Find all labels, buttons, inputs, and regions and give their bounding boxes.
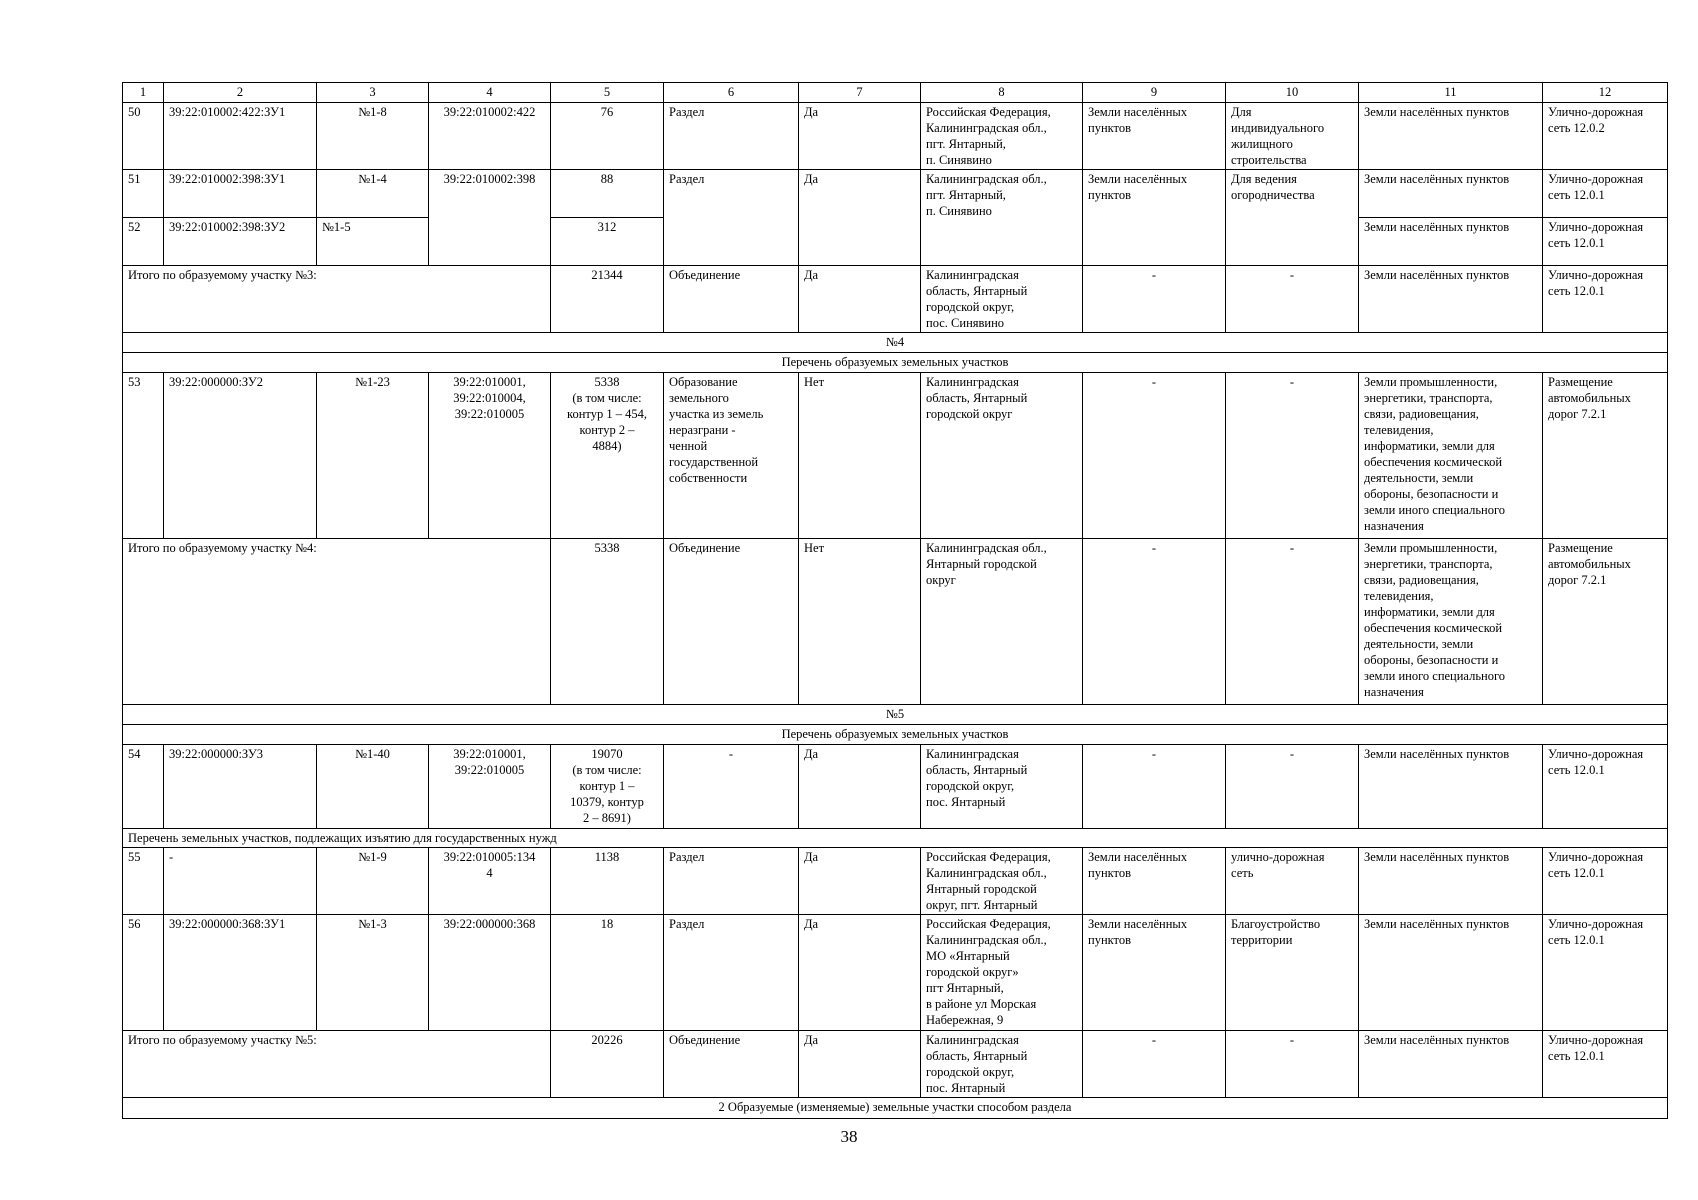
area: 76 [551,103,664,170]
page-number: 38 [840,1127,858,1146]
source-plot: 39:22:010001, 39:22:010004, 39:22:010005 [429,373,551,539]
land-plots-table [122,82,1668,1119]
address: Калининградская область, Янтарный городской округ, пос. Янтарный [921,745,1083,829]
flag: Нет [799,539,921,705]
land-category: - [1083,745,1226,829]
col-header-6: 6 [664,83,799,103]
permitted-use: - [1226,539,1359,705]
source-plot: 39:22:010002:422 [429,103,551,170]
point-range: №1-4 [317,170,429,218]
new-permitted-use: Размещение автомобильных дорог 7.2.1 [1543,373,1668,539]
col-header-4: 4 [429,83,551,103]
new-land-category: Земли населённых пунктов [1359,915,1543,1031]
land-category: Земли населённых пунктов [1083,848,1226,915]
new-land-category: Земли населённых пунктов [1359,218,1543,266]
total-row [123,1031,1668,1098]
point-range: №1-40 [317,745,429,829]
total-row [123,266,1668,333]
source-plot: 39:22:010002:398 [429,170,551,266]
source-plot: 39:22:010005:134 4 [429,848,551,915]
table-row [123,170,1668,218]
section-heading-5: №5 [123,705,1668,725]
source-plot: 39:22:010001, 39:22:010005 [429,745,551,829]
new-permitted-use: Улично-дорожная сеть 12.0.1 [1543,745,1668,829]
table-row [123,745,1668,829]
row-number: 53 [123,373,164,539]
row-number: 50 [123,103,164,170]
total-label: Итого по образуемому участку №3: [123,266,551,333]
area: 20226 [551,1031,664,1098]
formation-method: Раздел [664,848,799,915]
cadastral-number: 39:22:010002:422:ЗУ1 [164,103,317,170]
cadastral-number: 39:22:000000:ЗУ3 [164,745,317,829]
col-header-5: 5 [551,83,664,103]
table-row [123,915,1668,1031]
address: Калининградская область, Янтарный городской округ [921,373,1083,539]
list-title: Перечень образуемых земельных участков [123,353,1668,373]
new-land-category: Земли населённых пунктов [1359,266,1543,333]
address: Калининградская область, Янтарный городской округ, пос. Янтарный [921,1031,1083,1098]
flag: Да [799,266,921,333]
col-header-2: 2 [164,83,317,103]
new-permitted-use: Улично-дорожная сеть 12.0.1 [1543,170,1668,218]
cadastral-number: 39:22:000000:ЗУ2 [164,373,317,539]
address: Калининградская область, Янтарный городской округ, пос. Синявино [921,266,1083,333]
col-header-3: 3 [317,83,429,103]
permitted-use: - [1226,373,1359,539]
list-title: Перечень образуемых земельных участков [123,725,1668,745]
address: Российская Федерация, Калининградская обл., Янтарный городской округ, пгт. Янтарный [921,848,1083,915]
flag: Да [799,103,921,170]
point-range: №1-3 [317,915,429,1031]
col-header-1: 1 [123,83,164,103]
formation-method: Образование земельного участка из земель неразграни - ченной государственной собственности [664,373,799,539]
total-label: Итого по образуемому участку №5: [123,1031,551,1098]
new-permitted-use: Улично-дорожная сеть 12.0.1 [1543,218,1668,266]
land-category: - [1083,539,1226,705]
permitted-use: - [1226,1031,1359,1098]
flag: Нет [799,373,921,539]
area: 18 [551,915,664,1031]
new-land-category: Земли промышленности, энергетики, транспорта, связи, радиовещания, телевидения, информатики, земли для обеспечения космической деятельности, земли обороны, безопасности и земли иного специального назначения [1359,539,1543,705]
new-permitted-use: Улично-дорожная сеть 12.0.1 [1543,266,1668,333]
area: 21344 [551,266,664,333]
col-header-9: 9 [1083,83,1226,103]
cadastral-number: 39:22:000000:368:ЗУ1 [164,915,317,1031]
new-permitted-use: Улично-дорожная сеть 12.0.1 [1543,848,1668,915]
land-category: - [1083,1031,1226,1098]
point-range: №1-5 [317,218,429,266]
land-category: Земли населённых пунктов [1083,915,1226,1031]
source-plot: 39:22:000000:368 [429,915,551,1031]
new-permitted-use: Улично-дорожная сеть 12.0.1 [1543,1031,1668,1098]
permitted-use: Для индивидуального жилищного строительства [1226,103,1359,170]
flag: Да [799,848,921,915]
table-row [123,103,1668,170]
permitted-use: Для ведения огородничества [1226,170,1359,266]
area: 5338 (в том числе: контур 1 – 454, контур 2 – 4884) [551,373,664,539]
area: 19070 (в том числе: контур 1 – 10379, контур 2 – 8691) [551,745,664,829]
column-number-row [123,83,1668,103]
flag: Да [799,1031,921,1098]
permitted-use: - [1226,745,1359,829]
section-heading-4: №4 [123,333,1668,353]
new-land-category: Земли населённых пунктов [1359,103,1543,170]
flag: Да [799,745,921,829]
address: Калининградская обл., пгт. Янтарный, п. Синявино [921,170,1083,266]
area: 1138 [551,848,664,915]
new-land-category: Земли промышленности, энергетики, транспорта, связи, радиовещания, телевидения, информатики, земли для обеспечения космической деятельности, земли обороны, безопасности и земли иного специального назначения [1359,373,1543,539]
land-category: - [1083,373,1226,539]
row-number: 56 [123,915,164,1031]
permitted-use: Благоустройство территории [1226,915,1359,1031]
area: 312 [551,218,664,266]
cadastral-number: 39:22:010002:398:ЗУ2 [164,218,317,266]
new-land-category: Земли населённых пунктов [1359,170,1543,218]
point-range: №1-8 [317,103,429,170]
col-header-7: 7 [799,83,921,103]
new-permitted-use: Размещение автомобильных дорог 7.2.1 [1543,539,1668,705]
formation-method: Объединение [664,1031,799,1098]
row-number: 52 [123,218,164,266]
new-land-category: Земли населённых пунктов [1359,848,1543,915]
land-category: Земли населённых пунктов [1083,170,1226,266]
total-label: Итого по образуемому участку №4: [123,539,551,705]
area: 5338 [551,539,664,705]
address: Российская Федерация, Калининградская обл., МО «Янтарный городской округ» пгт Янтарный, в районе ул Морская Набережная, 9 [921,915,1083,1031]
land-category: Земли населённых пунктов [1083,103,1226,170]
seizure-list-note: Перечень земельных участков, подлежащих изъятию для государственных нужд [123,829,1668,848]
cadastral-number: - [164,848,317,915]
flag: Да [799,915,921,1031]
formation-method: Раздел [664,915,799,1031]
row-number: 54 [123,745,164,829]
formation-method: Объединение [664,266,799,333]
new-land-category: Земли населённых пунктов [1359,745,1543,829]
col-header-8: 8 [921,83,1083,103]
table-row [123,848,1668,915]
new-land-category: Земли населённых пунктов [1359,1031,1543,1098]
row-number: 51 [123,170,164,218]
new-permitted-use: Улично-дорожная сеть 12.0.1 [1543,915,1668,1031]
col-header-10: 10 [1226,83,1359,103]
permitted-use: улично-дорожная сеть [1226,848,1359,915]
permitted-use: - [1226,266,1359,333]
section-heading-split: 2 Образуемые (изменяемые) земельные участки способом раздела [123,1098,1668,1119]
land-category: - [1083,266,1226,333]
area: 88 [551,170,664,218]
point-range: №1-23 [317,373,429,539]
point-range: №1-9 [317,848,429,915]
col-header-11: 11 [1359,83,1543,103]
new-permitted-use: Улично-дорожная сеть 12.0.2 [1543,103,1668,170]
col-header-12: 12 [1543,83,1668,103]
cadastral-number: 39:22:010002:398:ЗУ1 [164,170,317,218]
formation-method: Раздел [664,103,799,170]
formation-method: Объединение [664,539,799,705]
address: Калининградская обл., Янтарный городской округ [921,539,1083,705]
address: Российская Федерация, Калининградская обл., пгт. Янтарный, п. Синявино [921,103,1083,170]
formation-method: Раздел [664,170,799,266]
formation-method: - [664,745,799,829]
total-row [123,539,1668,705]
table-row [123,373,1668,539]
flag: Да [799,170,921,266]
row-number: 55 [123,848,164,915]
